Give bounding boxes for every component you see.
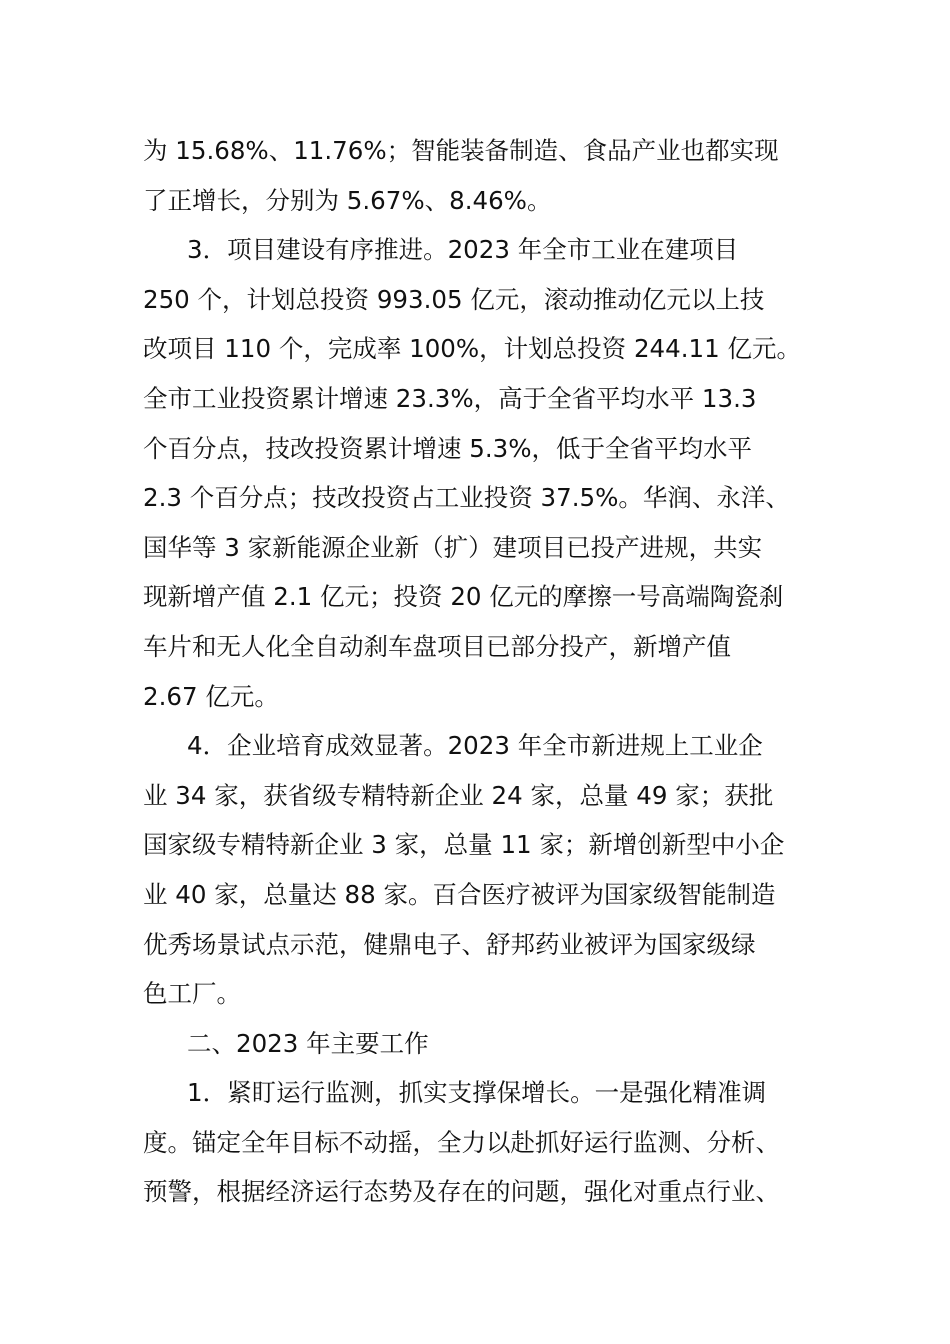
text-line: 3．项目建设有序推进。2023 年全市工业在建项目 bbox=[187, 235, 739, 265]
text-line: 2.67 亿元。 bbox=[143, 681, 279, 711]
text-line: 国华等 3 家新能源企业新（扩）建项目已投产进规，共实 bbox=[143, 532, 763, 562]
text-line: 二、2023 年主要工作 bbox=[187, 1028, 429, 1058]
text-line: 车片和无人化全自动刹车盘项目已部分投产，新增产值 bbox=[143, 631, 731, 661]
text-line: 了正增长，分别为 5.67%、8.46%。 bbox=[143, 185, 552, 215]
text-line: 4．企业培育成效显著。2023 年全市新进规上工业企 bbox=[187, 731, 763, 761]
text-line: 改项目 110 个，完成率 100%，计划总投资 244.11 亿元。 bbox=[143, 334, 801, 364]
text-line: 业 34 家，获省级专精特新企业 24 家，总量 49 家；获批 bbox=[143, 780, 774, 810]
text-line: 全市工业投资累计增速 23.3%，高于全省平均水平 13.3 bbox=[143, 383, 757, 413]
body-text bbox=[143, 126, 813, 1217]
text-line: 现新增产值 2.1 亿元；投资 20 亿元的摩擦一号高端陶瓷刹 bbox=[143, 582, 784, 612]
text-line: 国家级专精特新企业 3 家，总量 11 家；新增创新型中小企 bbox=[143, 830, 785, 860]
text-line: 度。锚定全年目标不动摇，全力以赴抓好运行监测、分析、 bbox=[143, 1127, 780, 1157]
text-line: 预警，根据经济运行态势及存在的问题，强化对重点行业、 bbox=[143, 1177, 780, 1207]
text-line: 1．紧盯运行监测，抓实支撑保增长。一是强化精准调 bbox=[187, 1078, 767, 1108]
text-line: 为 15.68%、11.76%；智能装备制造、食品产业也都实现 bbox=[143, 136, 779, 165]
text-line: 2.3 个百分点；技改投资占工业投资 37.5%。华润、永洋、 bbox=[143, 483, 790, 513]
text-line: 个百分点，技改投资累计增速 5.3%，低于全省平均水平 bbox=[143, 433, 753, 463]
text-line: 优秀场景试点示范，健鼎电子、舒邦药业被评为国家级绿 bbox=[143, 929, 756, 959]
text-line: 业 40 家，总量达 88 家。百合医疗被评为国家级智能制造 bbox=[143, 879, 776, 909]
text-line: 色工厂。 bbox=[143, 979, 241, 1009]
text-line: 250 个，计划总投资 993.05 亿元，滚动推动亿元以上技 bbox=[143, 284, 765, 314]
